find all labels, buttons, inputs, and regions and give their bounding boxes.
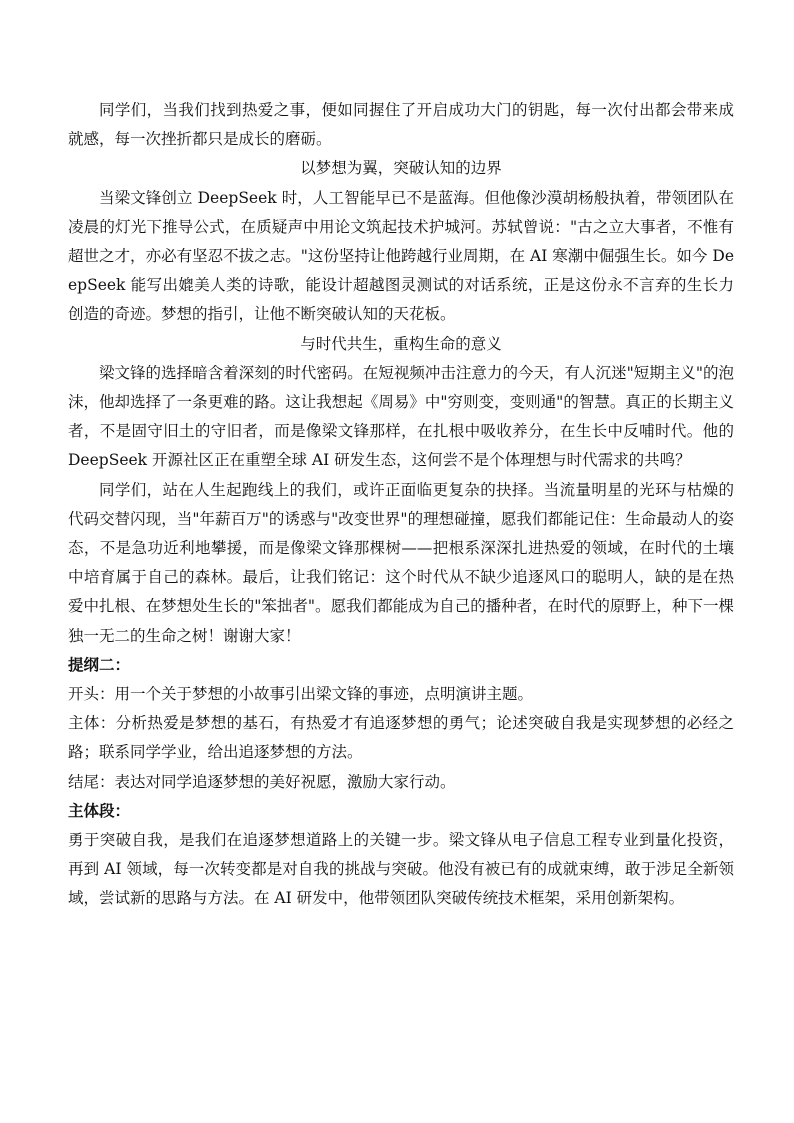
body-paragraph: 勇于突破自我，是我们在追逐梦想道路上的关键一步。梁文锋从电子信息工程专业到量化投资，再到 AI 领域，每一次转变都是对自我的挑战与突破。他没有被已有的成就束缚，敢于涉足全新领域，尝试新的思路与方法。在 AI 研发中，他带领团队突破传统技术框架，采用创新架构。 (68, 831, 734, 908)
body-section-heading: 主体段： (68, 801, 131, 820)
section-subtitle-era: 与时代共生，重构生命的意义 (300, 334, 502, 353)
era-paragraph: 梁文锋的选择暗含着深刻的时代密码。在短视频冲击注意力的今天，有人沉迷"短期主义"的泡沫，他却选择了一条更难的路。这让我想起《周易》中"穷则变，变则通"的智慧。真正的长期主义者，不是固守旧土的守旧者，而是像梁文锋那样，在扎根中吸收养分，在生长中反哺时代。他的 DeepSeek 开源社区正在重塑全球 AI 研发生态，这何尝不是个体理想与时代需求的共鸣？ (68, 363, 734, 470)
intro-paragraph: 同学们，当我们找到热爱之事，便如同握住了开启成功大门的钥匙，每一次付出都会带来成就感，每一次挫折都只是成长的磨砺。 (68, 101, 734, 149)
section-subtitle-dream: 以梦想为翼，突破认知的边界 (300, 159, 502, 178)
outline-ending: 结尾：表达对同学追逐梦想的美好祝愿，激励大家行动。 (68, 772, 456, 791)
document-page (68, 96, 734, 914)
outline-body: 主体：分析热爱是梦想的基石，有热爱才有追逐梦想的勇气；论述突破自我是实现梦想的必经之路；联系同学学业，给出追逐梦想的方法。 (68, 714, 734, 762)
deepseek-paragraph: 当梁文锋创立 DeepSeek 时，人工智能早已不是蓝海。但他像沙漠胡杨般执着，带领团队在凌晨的灯光下推导公式，在质疑声中用论文筑起技术护城河。苏轼曾说："古之立大事者，不惟有超世之才，亦必有坚忍不拔之志。"这份坚持让他跨越行业周期，在 AI 寒潮中倔强生长。如今 DeepSeek 能写出媲美人类的诗歌，能设计超越图灵测试的对话系统，正是这份永不言弃的生长力创造的奇迹。梦想的指引，让他不断突破认知的天花板。 (68, 188, 734, 324)
closing-paragraph: 同学们，站在人生起跑线上的我们，或许正面临更复杂的抉择。当流量明星的光环与枯燥的代码交替闪现，当"年薪百万"的诱惑与"改变世界"的理想碰撞，愿我们都能记住：生命最动人的姿态，不是急功近利地攀援，而是像梁文锋那棵树——把根系深深扎进热爱的领域，在时代的土壤中培育属于自己的森林。最后，让我们铭记：这个时代从不缺少追逐风口的聪明人，缺的是在热爱中扎根、在梦想处生长的"笨拙者"。愿我们都能成为自己的播种者，在时代的原野上，种下一棵独一无二的生命之树！谢谢大家！ (68, 480, 734, 645)
outline-heading: 提纲二： (68, 655, 131, 674)
outline-opening: 开头：用一个关于梦想的小故事引出梁文锋的事迹，点明演讲主题。 (68, 685, 534, 704)
